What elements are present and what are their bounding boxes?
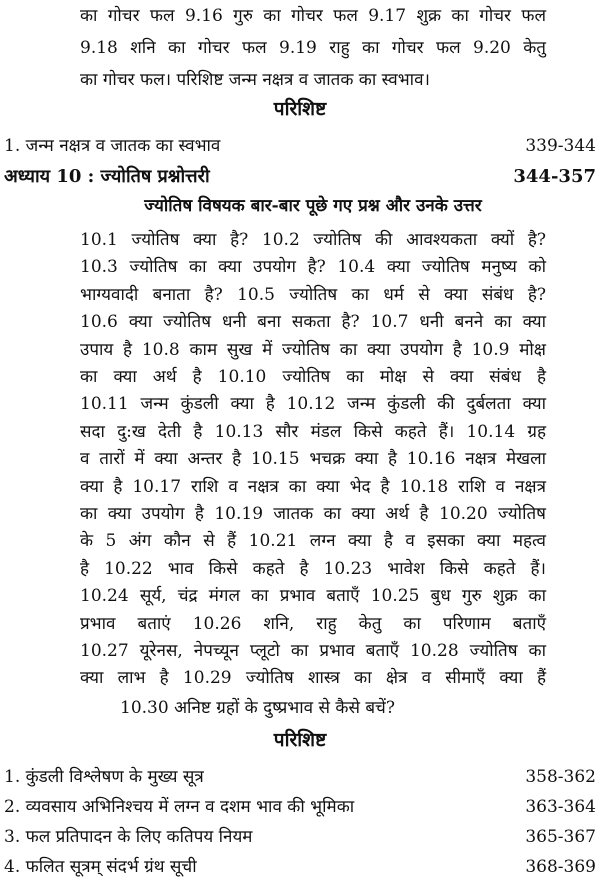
appendix-heading: परिशिष्ट bbox=[273, 98, 327, 120]
question-line: क्या लाभ है 10.29 ज्योतिष शास्त्र का क्षेत्र व सीमाएँ क्या हैं bbox=[80, 668, 546, 689]
question-line: का क्या उपयोग है 10.19 जातक का क्या अर्थ है 10.20 ज्योतिष bbox=[80, 504, 546, 524]
question-line: 10.3 ज्योतिष का क्या उपयोग है? 10.4 क्या ज्योतिष मनुष्य को bbox=[80, 257, 546, 278]
toc-entry-label: 4. फलित सूत्रम् संदर्भ ग्रंथ सूची bbox=[4, 857, 197, 877]
chapter-title: अध्याय 10 : ज्योतिष प्रश्नोत्तरी bbox=[4, 166, 210, 187]
question-line: 10.30 अनिष्ट ग्रहों के दुष्प्रभाव से कैसे बचें? bbox=[120, 698, 395, 718]
question-line: का क्या अर्थ है 10.10 ज्योतिष का मोक्ष से क्या संबंध है bbox=[80, 367, 546, 387]
chapter-heading bbox=[4, 166, 596, 188]
question-line: 10.6 क्या ज्योतिष धनी बना सकता है? 10.7 धनी बनने का क्या bbox=[80, 312, 546, 333]
text-line: का गोचर फल। परिशिष्ट जन्म नक्षत्र व जातक का स्वभाव। bbox=[80, 70, 430, 90]
chapter-subtitle: ज्योतिष विषयक बार-बार पूछे गए प्रश्न और उनके उत्तर bbox=[144, 196, 482, 216]
appendix-heading: परिशिष्ट bbox=[273, 729, 327, 751]
toc-entry-label: 3. फल प्रतिपादन के लिए कतिपय नियम bbox=[4, 827, 253, 847]
toc-entry-pages: 358-362 bbox=[525, 767, 596, 787]
question-line: 10.11 जन्म कुंडली क्या है 10.12 जन्म कुंडली की दुर्बलता क्या bbox=[80, 394, 546, 415]
question-line: प्रभाव बताएं 10.26 शनि, राहु केतु का परिणाम बताएँ bbox=[80, 613, 546, 634]
toc-entry-pages: 339-344 bbox=[525, 136, 596, 156]
question-line: 10.1 ज्योतिष क्या है? 10.2 ज्योतिष की आवश्यकता क्यों है? bbox=[80, 230, 546, 250]
question-line: व तारों में क्या अन्तर है 10.15 भचक्र क्या है 10.16 नक्षत्र मेखला bbox=[80, 449, 546, 470]
question-line: भाग्यवादी बनाता है? 10.5 ज्योतिष का धर्म से क्या संबंध है? bbox=[80, 284, 546, 305]
toc-entry-pages: 368-369 bbox=[525, 857, 596, 877]
question-line: है 10.22 भाव किसे कहते है 10.23 भावेश किसे कहते हैं। bbox=[80, 558, 546, 579]
toc-entry-label: 2. व्यवसाय अभिनिश्चय में लग्न व दशम भाव की भूमिका bbox=[4, 797, 355, 817]
question-line: सदा दु:ख देती है 10.13 सौर मंडल किसे कहते हैं। 10.14 ग्रह bbox=[80, 421, 546, 442]
question-line: 10.27 यूरेनस, नेपच्यून प्लूटो का प्रभाव बताएँ 10.28 ज्योतिष का bbox=[80, 641, 546, 661]
question-line: उपाय है 10.8 काम सुख में ज्योतिष का क्या उपयोग है 10.9 मोक्ष bbox=[80, 339, 546, 360]
text-line: का गोचर फल 9.16 गुरु का गोचर फल 9.17 शुक्र का गोचर फल bbox=[80, 6, 546, 26]
toc-entry-label: 1. कुंडली विश्लेषण के मुख्य सूत्र bbox=[4, 767, 204, 787]
toc-entry bbox=[4, 766, 596, 788]
text-line: 9.18 शनि का गोचर फल 9.19 राहु का गोचर फल 9.20 केतु bbox=[80, 38, 546, 58]
question-line: के 5 अंग कौन से हैं 10.21 लग्न क्या है व इसका क्या महत्व bbox=[80, 531, 546, 552]
toc-entry-pages: 365-367 bbox=[525, 827, 596, 847]
toc-entry bbox=[4, 135, 596, 157]
toc-entry bbox=[4, 826, 596, 848]
toc-entry bbox=[4, 856, 596, 878]
toc-entry-pages: 363-364 bbox=[525, 797, 596, 817]
question-line: 10.24 सूर्य, चंद्र मंगल का प्रभाव बताएँ 10.25 बुध गुरु शुक्र का bbox=[80, 586, 546, 607]
toc-entry-label: 1. जन्म नक्षत्र व जातक का स्वभाव bbox=[4, 136, 221, 156]
chapter-pages: 344-357 bbox=[513, 166, 596, 187]
question-line: क्या है 10.17 राशि व नक्षत्र का क्या भेद है 10.18 राशि व नक्षत्र bbox=[80, 476, 546, 497]
toc-entry bbox=[4, 796, 596, 818]
